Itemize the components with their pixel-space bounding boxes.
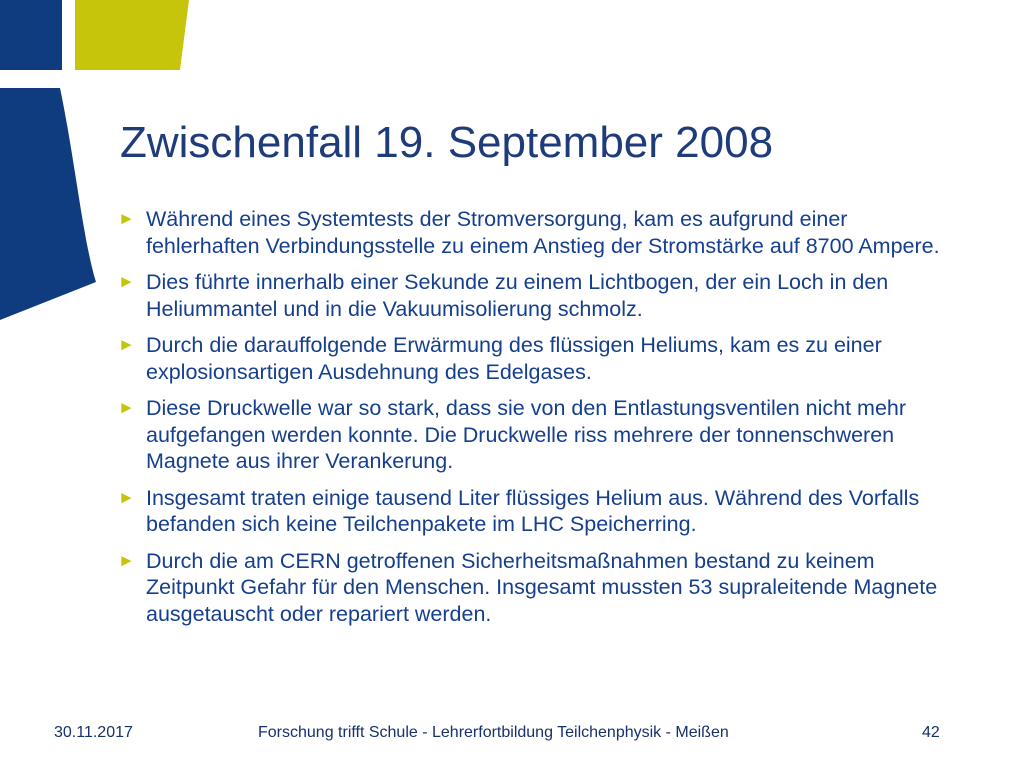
bullet-text: Diese Druckwelle war so stark, dass sie von den Entlastungsventilen nicht mehr aufgefangen werden konnte. Die Druckwelle riss mehrere der tonnenschweren Magnete aus ihrer Verankerung. xyxy=(146,396,907,473)
bullet-arrow-icon: ► xyxy=(118,272,135,291)
bullet-item xyxy=(118,206,948,259)
bullet-item xyxy=(118,332,948,385)
corner-curve-blue xyxy=(0,88,96,320)
bullet-item xyxy=(118,269,948,322)
corner-square-yellow xyxy=(75,0,189,70)
bullet-arrow-icon: ► xyxy=(118,209,135,228)
bullet-item xyxy=(118,485,948,538)
bullet-text: Durch die am CERN getroffenen Sicherheitsmaßnahmen bestand zu keinem Zeitpunkt Gefahr für den Menschen. Insgesamt mussten 53 supraleitende Magnete ausgetauscht oder repariert werden. xyxy=(146,548,938,626)
bullet-text: Dies führte innerhalb einer Sekunde zu einem Lichtbogen, der ein Loch in den Heliummantel und in die Vakuumisolierung schmolz. xyxy=(146,270,889,321)
bullet-text: Durch die darauffolgende Erwärmung des flüssigen Heliums, kam es zu einer explosionsartigen Ausdehnung des Edelgases. xyxy=(146,333,882,384)
corner-square-blue xyxy=(0,0,62,70)
bullet-arrow-icon: ► xyxy=(118,550,135,570)
slide-title: Zwischenfall 19. September 2008 xyxy=(120,118,774,167)
footer-title: Forschung trifft Schule - Lehrerfortbildung Teilchenphysik - Meißen xyxy=(258,724,729,741)
page-number: 42 xyxy=(922,724,940,741)
bullet-arrow-icon: ► xyxy=(118,335,135,354)
bullet-item xyxy=(118,548,948,628)
bullet-arrow-icon: ► xyxy=(118,398,135,417)
bullet-text: Insgesamt traten einige tausend Liter flüssiges Helium aus. Während des Vorfalls befanden sich keine Teilchenpakete im LHC Speicherring. xyxy=(146,485,920,536)
bullet-list xyxy=(118,206,948,637)
bullet-arrow-icon: ► xyxy=(118,487,135,507)
bullet-item xyxy=(118,395,948,475)
footer-date: 30.11.2017 xyxy=(54,724,133,741)
bullet-text: Während eines Systemtests der Stromversorgung, kam es aufgrund einer fehlerhaften Verbindungsstelle zu einem Anstieg der Stromstärke auf 8700 Ampere. xyxy=(146,207,940,258)
